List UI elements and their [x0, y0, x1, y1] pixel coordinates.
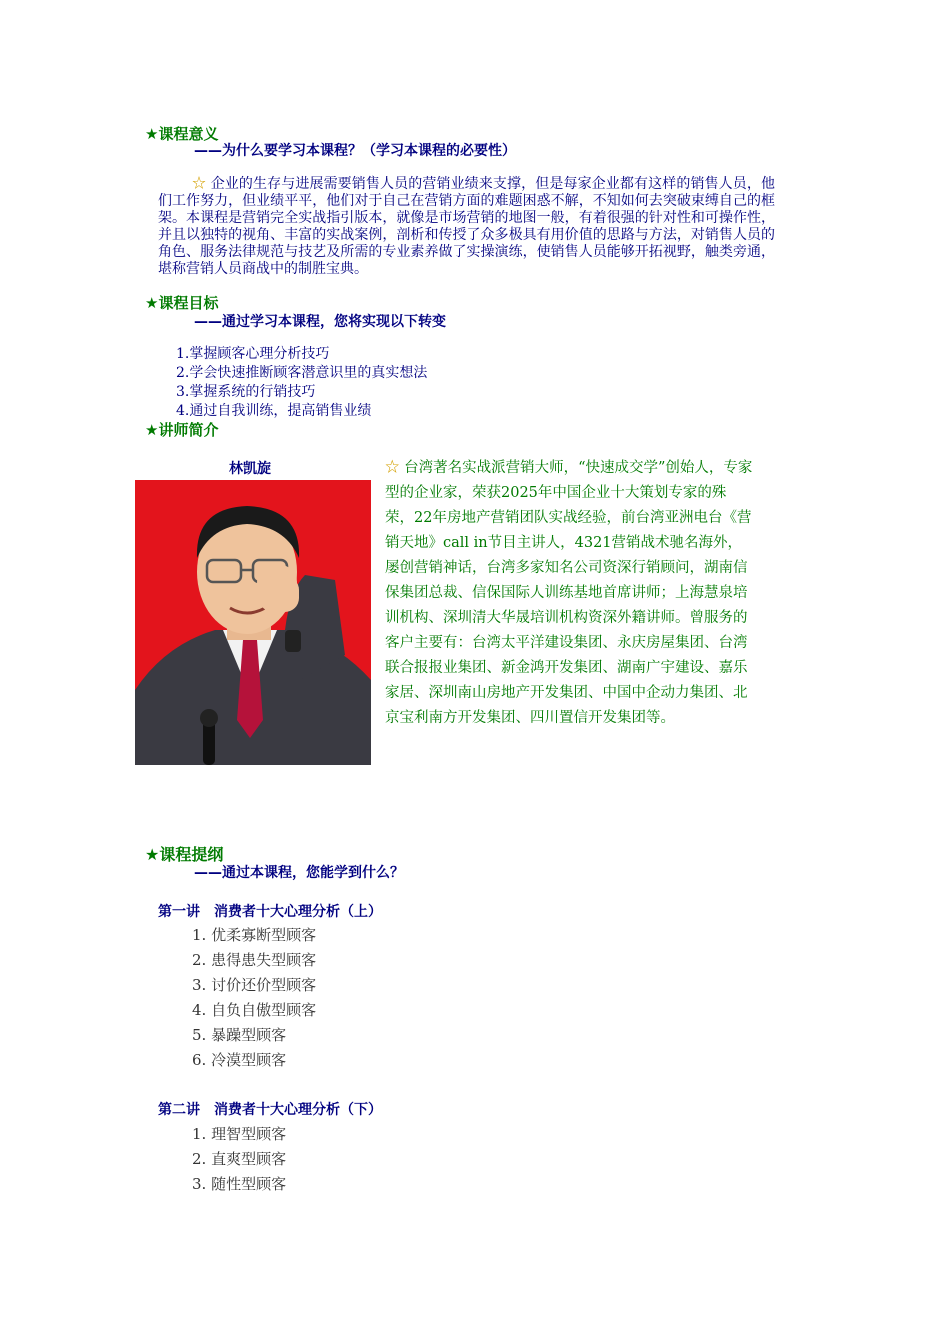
list-item: 1. 理智型顾客 [192, 1125, 287, 1143]
goal-item: 2.学会快速推断顾客潜意识里的真实想法 [176, 365, 428, 381]
list-item: 1. 优柔寡断型顾客 [192, 926, 317, 944]
goal-item: 1.掌握顾客心理分析技巧 [176, 346, 330, 362]
list-item: 3. 讨价还价型顾客 [192, 976, 317, 994]
section-subtitle-outline: ——通过本课程，您能学到什么？ [194, 865, 404, 881]
section-heading-instructor: ★讲师简介 [145, 421, 219, 439]
section-subtitle-meaning: ——为什么要学习本课程？（学习本课程的必要性） [194, 143, 516, 159]
list-item: 6. 冷漠型顾客 [192, 1051, 287, 1069]
goal-item: 3.掌握系统的行销技巧 [176, 384, 316, 400]
list-item: 2. 直爽型顾客 [192, 1150, 287, 1168]
list-item: 3. 随性型顾客 [192, 1175, 287, 1193]
list-item: 4. 自负自傲型顾客 [192, 1001, 317, 1019]
list-item: 2. 患得患失型顾客 [192, 951, 317, 969]
section-heading-goal: ★课程目标 [145, 294, 219, 312]
instructor-name: 林凯旋 [229, 461, 271, 477]
lecture-title: 第一讲 消费者十大心理分析（上） [158, 904, 382, 920]
instructor-photo [135, 480, 371, 765]
list-item: 5. 暴躁型顾客 [192, 1026, 287, 1044]
section-heading-outline: ★课程提纲 [145, 845, 224, 864]
star-icon: ☆ [385, 460, 400, 476]
star-icon: ☆ [192, 176, 207, 192]
lecture-item-list [192, 1122, 286, 1197]
goal-list [176, 345, 427, 421]
lecture-item-list [192, 923, 316, 1073]
instructor-bio: ☆ 台湾著名实战派营销大师，“快速成交学”创始人，专家型的企业家，荣获2025年中国企业十大策划专家的殊荣，22年房地产营销团队实战经验，前台湾亚洲电台《营销天地》call in节目主讲人，4321营销战术驰名海外，屡创营销神话，台湾多家知名公司资深行销顾问，湖南信保集团总裁、信保国际人训练基地首席讲师；上海慧泉培训机构、深圳清大华晟培训机构资深外籍讲师。曾服务的客户主要有：台湾太平洋建设集团、永庆房屋集团、台湾联合报报业集团、新金鸿开发集团、湖南广宇建设、嘉乐家居、深圳南山房地产开发集团、中国中企动力集团、北京宝利南方开发集团、四川置信开发集团等。 [385, 460, 753, 726]
goal-item: 4.通过自我训练，提高销售业绩 [176, 403, 372, 419]
meaning-paragraph: ☆ 企业的生存与进展需要销售人员的营销业绩来支撑，但是每家企业都有这样的销售人员，他们工作努力，但业绩平平，他们对于自己在营销方面的难题困惑不解，不知如何去突破束缚自己的框架。本课程是营销完全实战指引版本，就像是市场营销的地图一般，有着很强的针对性和可操作性，并且以独特的视角、丰富的实战案例，剖析和传授了众多极具有用价值的思路与方法，对销售人员的角色、服务法律规范与技艺及所需的专业素养做了实操演练，使销售人员能够开拓视野，触类旁通，堪称营销人员商战中的制胜宝典。 [158, 176, 776, 277]
section-heading-meaning: ★课程意义 [145, 125, 219, 143]
lecture-title: 第二讲 消费者十大心理分析（下） [158, 1102, 382, 1118]
section-subtitle-goal: ——通过学习本课程，您将实现以下转变 [194, 314, 446, 330]
